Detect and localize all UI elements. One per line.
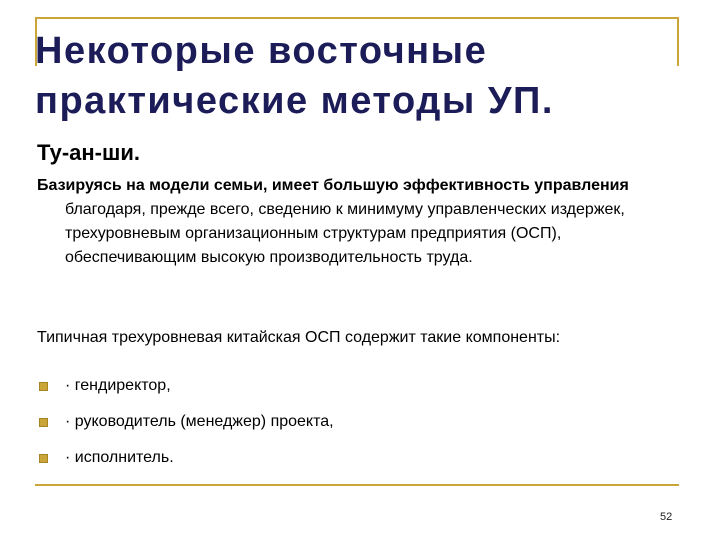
- slide-title: [35, 26, 695, 126]
- paragraph-description: [37, 174, 665, 270]
- square-bullet-icon: [39, 454, 48, 463]
- list-item-text: · руководитель (менеджер) проекта,: [65, 413, 334, 430]
- slide-title-line-1: Некоторые восточные: [35, 30, 488, 72]
- list-item: [37, 374, 334, 410]
- title-frame-top-line: [35, 17, 679, 19]
- components-list: [37, 374, 334, 482]
- slide-title-line-2: практические методы УП.: [35, 80, 554, 122]
- paragraph-components-intro: Типичная трехуровневая китайская ОСП содержит такие компоненты:: [37, 329, 561, 346]
- list-item: [37, 410, 334, 446]
- paragraph-description-bold: Базируясь на модели семьи, имеет большую эффективность управления: [37, 177, 629, 194]
- footer-divider: [35, 484, 679, 486]
- paragraph-description-text: благодаря, прежде всего, сведению к минимуму управленческих издержек, трехуровневым организационным структурам предприятия (ОСП), обеспечивающим высокую производительность труда.: [65, 201, 625, 266]
- list-item-text: · гендиректор,: [65, 377, 171, 394]
- slide-subtitle: Ту-ан-ши.: [37, 140, 140, 165]
- square-bullet-icon: [39, 418, 48, 427]
- square-bullet-icon: [39, 382, 48, 391]
- list-item: [37, 446, 334, 482]
- page-number: 52: [660, 511, 673, 523]
- list-item-text: · исполнитель.: [65, 449, 174, 466]
